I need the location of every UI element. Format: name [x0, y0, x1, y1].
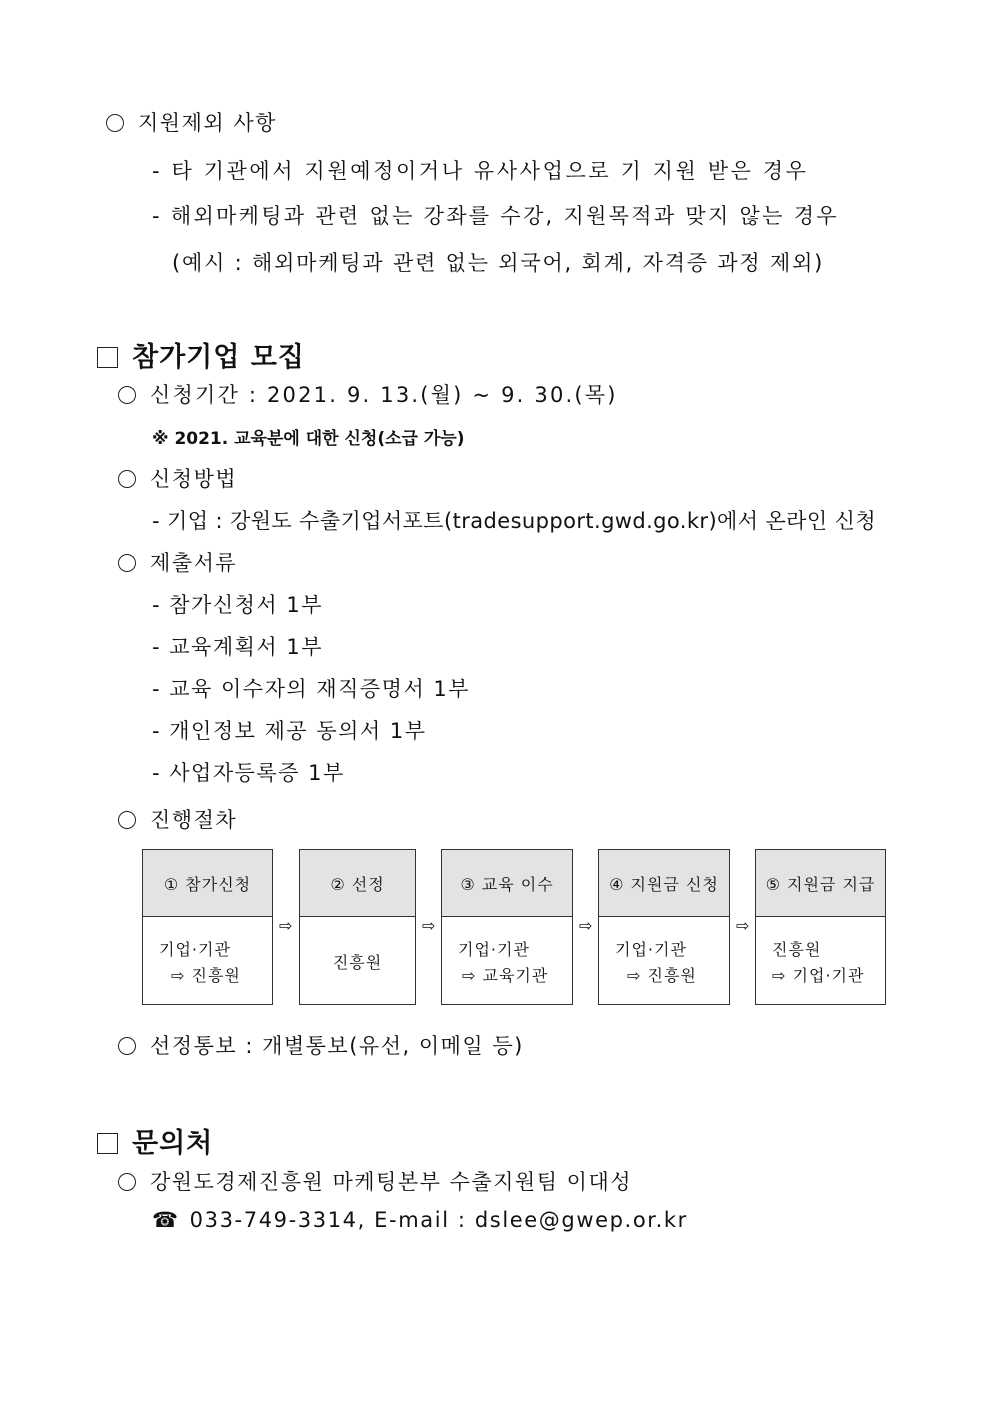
circle-bullet-icon	[118, 470, 136, 488]
application-period: 신청기간 : 2021. 9. 13.(월) ~ 9. 30.(목)	[118, 379, 618, 409]
step-head: ④ 지원금 신청	[599, 850, 729, 917]
circle-bullet-icon	[106, 114, 124, 132]
circle-bullet-icon	[118, 1037, 136, 1055]
exclusion-item: - 타 기관에서 지원예정이거나 유사사업으로 기 지원 받은 경우	[152, 159, 809, 183]
process-step-claim	[598, 849, 730, 1005]
arrow-right-icon: ⇨	[279, 916, 293, 935]
step-line: ⇨ 진흥원	[627, 966, 697, 985]
step-line: 기업·기관	[159, 940, 231, 959]
step-line: ⇨ 진흥원	[171, 966, 241, 985]
step-head: ⑤ 지원금 지급	[756, 850, 885, 917]
exclusion-item: - 해외마케팅과 관련 없는 강좌를 수강, 지원목적과 맞지 않는 경우	[152, 204, 839, 228]
telephone-icon: ☎	[152, 1208, 180, 1232]
method-item: - 기업 : 강원도 수출기업서포트(tradesupport.gwd.go.kr)에서 온라인 신청	[152, 509, 877, 533]
step-head: ① 참가신청	[143, 850, 272, 917]
step-line: 진흥원	[332, 953, 383, 972]
step-line: 진흥원	[772, 940, 822, 959]
contact-details: ☎ 033-749-3314, E-mail : dslee@gwep.or.kr	[152, 1208, 688, 1232]
arrow-right-icon: ⇨	[422, 916, 436, 935]
step-line: ⇨ 기업·기관	[772, 966, 865, 985]
process-title: 진행절차	[118, 804, 237, 834]
step-line: ⇨ 교육기관	[462, 966, 549, 985]
selection-notice: 선정통보 : 개별통보(유선, 이메일 등)	[118, 1030, 524, 1060]
process-step-payment	[755, 849, 886, 1005]
retroactive-note: ※ 2021. 교육분에 대한 신청(소급 가능)	[152, 429, 465, 449]
circle-bullet-icon	[118, 554, 136, 572]
step-line: 기업·기관	[615, 940, 687, 959]
doc-item: - 사업자등록증 1부	[152, 761, 345, 785]
contact-heading: 문의처	[97, 1121, 213, 1160]
step-head: ③ 교육 이수	[442, 850, 572, 917]
recruit-heading: 참가기업 모집	[97, 335, 305, 374]
circle-bullet-icon	[118, 1173, 136, 1191]
square-bullet-icon	[97, 347, 118, 368]
process-step-selection	[299, 849, 416, 1005]
process-step-training	[441, 849, 573, 1005]
arrow-right-icon: ⇨	[736, 916, 750, 935]
exclusion-example: (예시 : 해외마케팅과 관련 없는 외국어, 회계, 자격증 과정 제외)	[172, 251, 825, 275]
step-head: ② 선정	[300, 850, 415, 917]
arrow-right-icon: ⇨	[579, 916, 593, 935]
step-line: 기업·기관	[458, 940, 530, 959]
exclusion-title: 지원제외 사항	[106, 107, 277, 137]
method-title: 신청방법	[118, 463, 237, 493]
doc-item: - 개인정보 제공 동의서 1부	[152, 719, 427, 743]
process-step-apply	[142, 849, 273, 1005]
docs-title: 제출서류	[118, 547, 237, 577]
doc-item: - 교육계획서 1부	[152, 635, 324, 659]
square-bullet-icon	[97, 1133, 118, 1154]
circle-bullet-icon	[118, 386, 136, 404]
doc-item: - 교육 이수자의 재직증명서 1부	[152, 677, 471, 701]
contact-person: 강원도경제진흥원 마케팅본부 수출지원팀 이대성	[118, 1166, 632, 1196]
doc-item: - 참가신청서 1부	[152, 593, 324, 617]
circle-bullet-icon	[118, 811, 136, 829]
